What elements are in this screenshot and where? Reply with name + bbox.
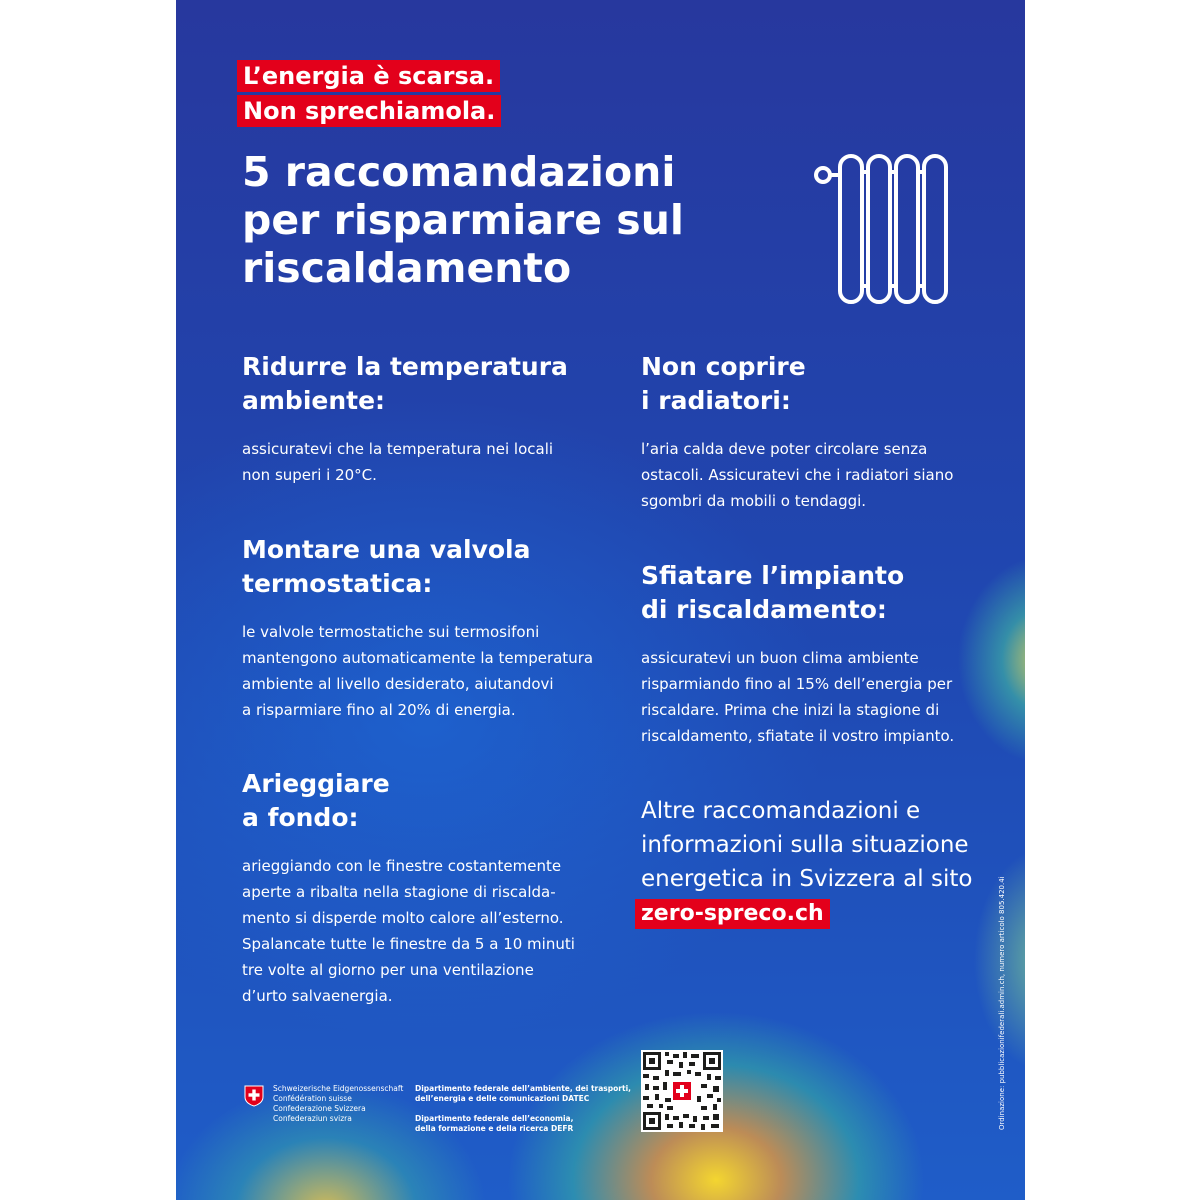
tagline-line-1: L’energia è scarsa. xyxy=(237,60,500,92)
section-body: arieggiando con le finestre costantemente aperte a ribalta nella stagione di riscalda- mento si disperde molto calore all’esterno. Spalancate tutte le finestre da 5 a 10 minuti tre volte al giorno per una ventilazione d’urto salvaenergia. xyxy=(242,857,575,1005)
department-datec: Dipartimento federale dell’ambiente, dei trasporti, dell’energia e delle comunicazioni DATEC xyxy=(415,1084,631,1103)
website-link[interactable]: zero-spreco.ch xyxy=(635,899,830,929)
section-dont-cover-radiators xyxy=(641,350,1001,514)
qr-code-icon[interactable] xyxy=(641,1050,723,1132)
section-heading: Ridurre la temperatura ambiente: xyxy=(242,352,568,415)
section-heading: Arieggiare a fondo: xyxy=(242,769,390,832)
section-reduce-temperature xyxy=(242,350,602,488)
section-body: le valvole termostatiche sui termosifoni mantengono automaticamente la temperatura ambiente al livello desiderato, aiutandovi a risparmiare fino al 20% di energia. xyxy=(242,623,594,719)
more-info: Altre raccomandazioni e informazioni sulla situazione energetica in Svizzera al sito zero-spreco.ch xyxy=(641,794,981,930)
department-defr: Dipartimento federale dell’economia, della formazione e della ricerca DEFR xyxy=(415,1114,574,1133)
section-heading: Sfiatare l’impianto di riscaldamento: xyxy=(641,561,905,624)
order-info: Ordinazione: pubblicazionifederali.admin.ch, numero articolo 805.420.4i xyxy=(998,876,1006,1130)
section-heading: Non coprire i radiatori: xyxy=(641,352,806,415)
section-body: l’aria calda deve poter circolare senza ostacoli. Assicuratevi che i radiatori siano sgombri da mobili o tendaggi. xyxy=(641,440,954,510)
section-thermostatic-valve xyxy=(242,533,602,723)
section-bleed-heating xyxy=(641,559,1001,749)
page-title: 5 raccomandazioni per risparmiare sul riscaldamento xyxy=(242,148,684,292)
confederation-names: Schweizerische Eidgenossenschaft Confédération suisse Confederazione Svizzera Confederaziun svizra xyxy=(273,1084,404,1123)
tagline-line-2: Non sprechiamola. xyxy=(237,95,501,127)
radiator-icon xyxy=(812,150,962,310)
poster xyxy=(176,0,1025,1200)
section-body: assicuratevi che la temperatura nei locali non superi i 20°C. xyxy=(242,440,554,484)
section-heading: Montare una valvola termostatica: xyxy=(242,535,531,598)
section-ventilate xyxy=(242,767,602,1009)
swiss-cross-icon xyxy=(244,1085,264,1107)
section-body: assicuratevi un buon clima ambiente risparmiando fino al 15% dell’energia per riscaldare. Prima che inizi la stagione di riscaldamento, sfiatate il vostro impianto. xyxy=(641,649,955,745)
